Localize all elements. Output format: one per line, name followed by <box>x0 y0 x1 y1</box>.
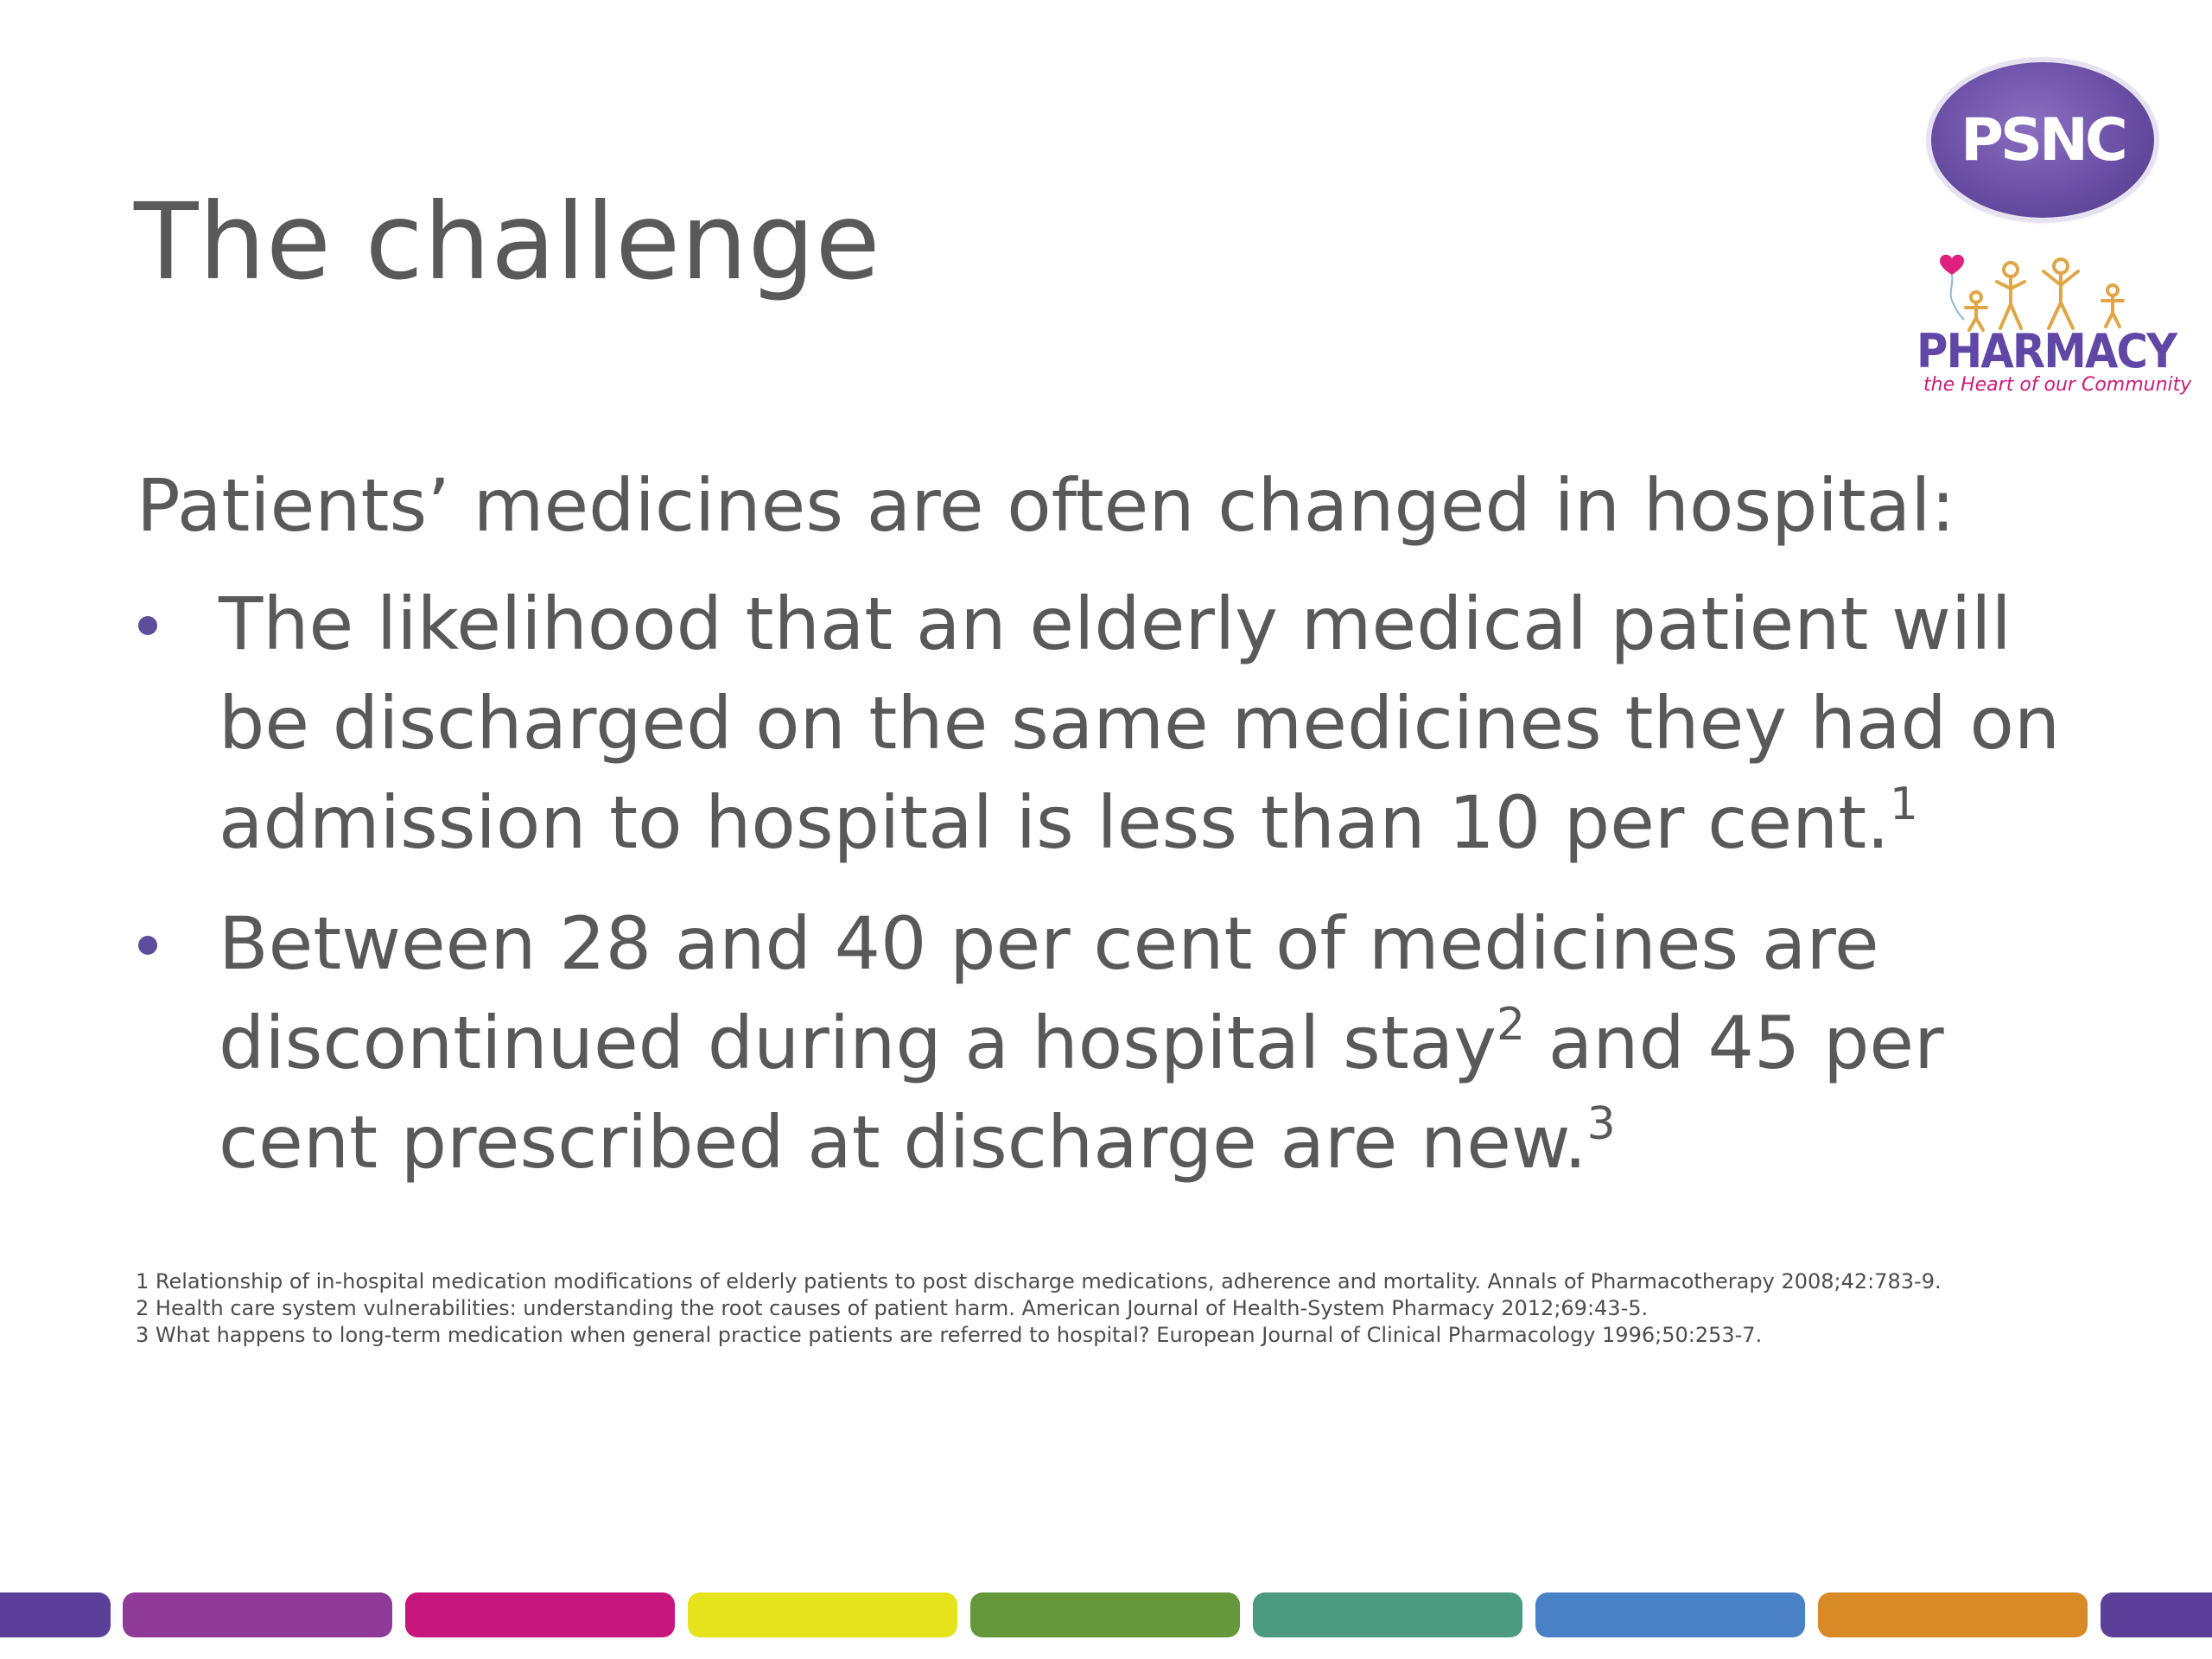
colour-bar <box>0 1592 2212 1637</box>
bullet-2-line-3-text: cent prescribed at discharge are new. <box>219 1100 1587 1185</box>
colour-bar-segment <box>970 1592 1240 1637</box>
bullet-dot-icon <box>138 616 157 635</box>
reference-2: 2 Health care system vulnerabilities: understanding the root causes of patient harm. American Journal of Health-System Pharmacy 2012;69:43-5. <box>136 1296 1649 1320</box>
psnc-logo-text: PSNC <box>1961 105 2125 175</box>
colour-bar-segment <box>1818 1592 2088 1637</box>
colour-bar-segment <box>0 1592 111 1637</box>
colour-bar-segment <box>1535 1592 1805 1637</box>
pharmacy-logo-text: PHARMACY <box>1916 324 2177 378</box>
colour-bar-segment <box>1253 1592 1522 1637</box>
bullet-2-line-2-text-a: discontinued during a hospital stay <box>219 1001 1497 1085</box>
bullet-1-line-1: The likelihood that an elderly medical patient will <box>219 582 2012 666</box>
bullet-list <box>137 575 2115 1214</box>
bullet-item-2 <box>137 894 2115 1192</box>
reference-3: 3 What happens to long-term medication when general practice patients are referred to hospital? European Journal of Clinical Pharmacology 1996;50:253-7. <box>136 1323 1763 1347</box>
colour-bar-segment <box>405 1592 675 1637</box>
bullet-2-line-2 <box>219 994 2115 1093</box>
intro-text: Patients’ medicines are often changed in hospital: <box>137 463 1955 548</box>
bullet-1-line-3 <box>219 773 2115 873</box>
reference-mark-3: 3 <box>1586 1098 1616 1150</box>
bullet-1-line-3-text: admission to hospital is less than 10 per cent. <box>219 780 1890 865</box>
bullet-1-line-2: be discharged on the same medicines they had on <box>219 681 2061 766</box>
bullet-2-line-1: Between 28 and 40 per cent of medicines are <box>219 901 1879 986</box>
colour-bar-segment <box>688 1592 957 1637</box>
references <box>136 1268 1942 1349</box>
psnc-logo <box>1931 62 2154 218</box>
reference-1: 1 Relationship of in-hospital medication modifications of elderly patients to post discharge medications, adherence and mortality. Annals of Pharmacotherapy 2008;42:783-9. <box>136 1269 1942 1294</box>
heart-balloon-icon <box>1940 255 1964 320</box>
reference-mark-2: 2 <box>1496 999 1526 1051</box>
colour-bar-segment <box>2101 1592 2212 1637</box>
bullet-2-line-2-text-b: and 45 per <box>1525 1001 1944 1085</box>
colour-bar-segment <box>123 1592 392 1637</box>
bullet-dot-icon <box>138 936 157 955</box>
bullet-2-line-3 <box>219 1093 2115 1192</box>
bullet-item-1 <box>137 575 2115 873</box>
slide-title: The challenge <box>134 181 881 303</box>
reference-mark-1: 1 <box>1889 779 1918 830</box>
pharmacy-tagline: the Heart of our Community <box>1923 374 2192 396</box>
